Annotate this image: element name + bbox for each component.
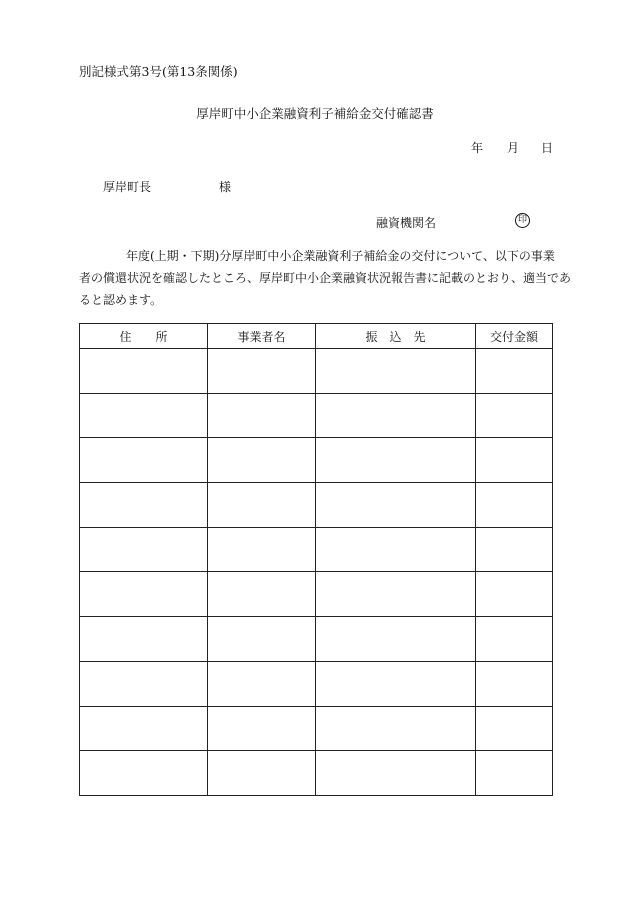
table-row: [80, 483, 553, 528]
table-row: [80, 438, 553, 483]
institution-label: 融資機関名: [376, 216, 437, 230]
cell-business-name: [208, 661, 316, 706]
addressee: 厚岸町長: [103, 180, 152, 194]
document-title: 厚岸町中小企業融資利子補給金交付確認書: [196, 106, 434, 121]
cell-business-name: [208, 483, 316, 528]
cell-grant-amount: [476, 706, 553, 751]
seal-mark: 印: [515, 213, 530, 228]
cell-transfer-destination: [316, 661, 476, 706]
table-row: [80, 617, 553, 662]
cell-grant-amount: [476, 617, 553, 662]
header-address: 住 所: [80, 324, 208, 349]
header-transfer-destination: 振 込 先: [316, 324, 476, 349]
body-line: 年度(上期・下期)分厚岸町中小企業融資利子補給金の交付について、以下の事業: [126, 249, 555, 263]
date-year-label: 年: [471, 141, 484, 155]
cell-address: [80, 349, 208, 394]
body-line: ると認めます。: [79, 293, 163, 307]
cell-grant-amount: [476, 751, 553, 796]
cell-transfer-destination: [316, 483, 476, 528]
cell-transfer-destination: [316, 349, 476, 394]
cell-business-name: [208, 527, 316, 572]
cell-grant-amount: [476, 349, 553, 394]
table-row: [80, 751, 553, 796]
cell-business-name: [208, 617, 316, 662]
table-row: [80, 572, 553, 617]
cell-grant-amount: [476, 483, 553, 528]
header-grant-amount: 交付金額: [476, 324, 553, 349]
cell-transfer-destination: [316, 617, 476, 662]
body-line: 者の償還状況を確認したところ、厚岸町中小企業融資状況報告書に記載のとおり、適当であ: [79, 271, 572, 285]
cell-address: [80, 393, 208, 438]
date-month-label: 月: [507, 141, 520, 155]
cell-address: [80, 438, 208, 483]
cell-business-name: [208, 349, 316, 394]
cell-grant-amount: [476, 527, 553, 572]
cell-grant-amount: [476, 661, 553, 706]
cell-grant-amount: [476, 393, 553, 438]
cell-business-name: [208, 572, 316, 617]
date-day-label: 日: [541, 141, 554, 155]
table-row: [80, 527, 553, 572]
cell-business-name: [208, 393, 316, 438]
cell-address: [80, 751, 208, 796]
cell-business-name: [208, 706, 316, 751]
cell-transfer-destination: [316, 572, 476, 617]
cell-transfer-destination: [316, 527, 476, 572]
form-number: 別記様式第3号(第13条関係): [79, 64, 238, 79]
cell-transfer-destination: [316, 751, 476, 796]
cell-address: [80, 572, 208, 617]
confirmation-text: [79, 245, 572, 311]
cell-transfer-destination: [316, 438, 476, 483]
cell-transfer-destination: [316, 706, 476, 751]
cell-address: [80, 617, 208, 662]
table-row: [80, 393, 553, 438]
table-row: [80, 706, 553, 751]
table-row: [80, 349, 553, 394]
table-body: [80, 349, 553, 796]
cell-address: [80, 483, 208, 528]
table-header-row: [80, 324, 553, 349]
cell-business-name: [208, 751, 316, 796]
cell-grant-amount: [476, 572, 553, 617]
header-business-name: 事業者名: [208, 324, 316, 349]
table-row: [80, 661, 553, 706]
cell-business-name: [208, 438, 316, 483]
cell-address: [80, 661, 208, 706]
cell-address: [80, 706, 208, 751]
cell-address: [80, 527, 208, 572]
cell-transfer-destination: [316, 393, 476, 438]
honorific: 様: [219, 180, 232, 194]
cell-grant-amount: [476, 438, 553, 483]
recipient-table: [79, 323, 553, 796]
